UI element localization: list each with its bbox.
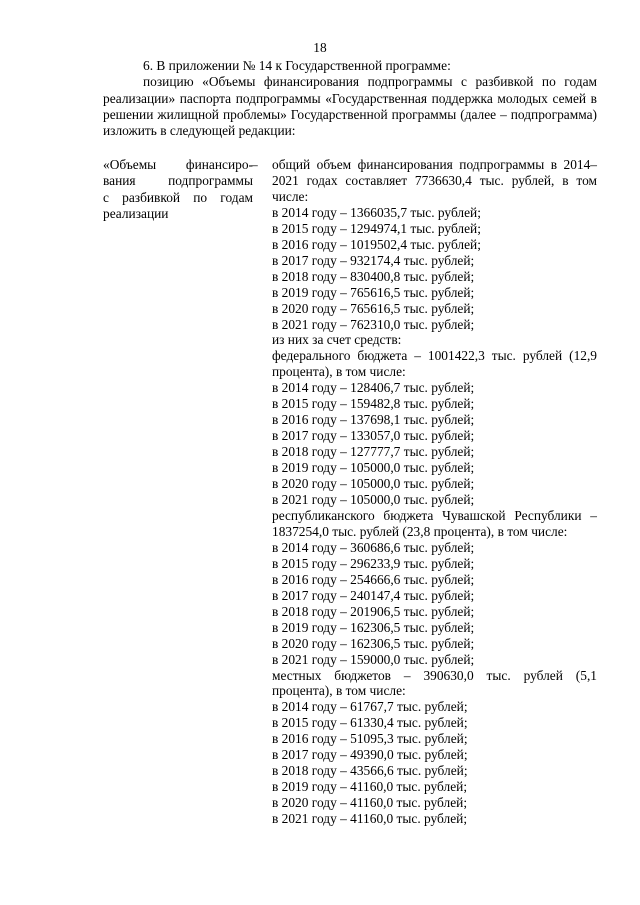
year-row: в 2021 году – 105000,0 тыс. рублей; <box>272 492 475 508</box>
financing-content <box>272 157 597 827</box>
local-budget: местных бюджетов – 390630,0 тыс. рублей (5,1 процента), в том числе: <box>272 667 597 699</box>
year-row: в 2016 году – 51095,3 тыс. рублей; <box>272 731 468 747</box>
year-row: в 2017 году – 133057,0 тыс. рублей; <box>272 428 475 444</box>
year-row: в 2021 году – 159000,0 тыс. рублей; <box>272 651 475 667</box>
year-row: в 2015 году – 61330,4 тыс. рублей; <box>272 715 468 731</box>
year-row: в 2015 году – 296233,9 тыс. рублей; <box>272 555 475 571</box>
republic-budget: республиканского бюджета Чувашской Республики – 1837254,0 тыс. рублей (23,8 процента), в том числе: <box>272 507 597 539</box>
year-row: в 2018 году – 43566,6 тыс. рублей; <box>272 763 468 779</box>
year-row: в 2017 году – 240147,4 тыс. рублей; <box>272 587 475 603</box>
year-row: в 2020 году – 765616,5 тыс. рублей; <box>272 300 475 316</box>
year-row: в 2017 году – 49390,0 тыс. рублей; <box>272 747 468 763</box>
year-row: в 2015 году – 159482,8 тыс. рублей; <box>272 396 475 412</box>
position-label-line: «Объемы финансиро- <box>103 157 253 172</box>
total-financing: общий объем финансирования подпрограммы в 2014–2021 годах составляет 7736630,4 тыс. рублей, в том числе: <box>272 157 597 204</box>
position-label-line: реализации <box>103 205 169 221</box>
year-row: в 2019 году – 162306,5 тыс. рублей; <box>272 619 475 635</box>
year-row: в 2016 году – 1019502,4 тыс. рублей; <box>272 236 481 252</box>
federal-years-list <box>272 380 597 508</box>
year-row: в 2014 году – 360686,6 тыс. рублей; <box>272 539 475 555</box>
position-label <box>103 157 253 222</box>
year-row: в 2020 году – 105000,0 тыс. рублей; <box>272 476 475 492</box>
year-row: в 2021 году – 41160,0 тыс. рублей; <box>272 811 468 827</box>
year-row: в 2020 году – 41160,0 тыс. рублей; <box>272 795 468 811</box>
local-years-list <box>272 699 597 827</box>
sources-heading: из них за счет средств: <box>272 332 402 348</box>
page-number: 18 <box>313 40 327 55</box>
year-row: в 2016 году – 137698,1 тыс. рублей; <box>272 412 475 428</box>
position-dash: – <box>251 157 258 172</box>
federal-budget: федерального бюджета – 1001422,3 тыс. рублей (12,9 процента), в том числе: <box>272 348 597 380</box>
year-row: в 2014 году – 1366035,7 тыс. рублей; <box>272 204 481 220</box>
year-row: в 2016 году – 254666,6 тыс. рублей; <box>272 571 475 587</box>
republic-years-list <box>272 540 597 668</box>
year-row: в 2018 году – 830400,8 тыс. рублей; <box>272 268 475 284</box>
intro-item: 6. В приложении № 14 к Государственной программе: <box>143 58 451 73</box>
position-label-line: вания подпрограммы <box>103 173 253 189</box>
year-row: в 2015 году – 1294974,1 тыс. рублей; <box>272 220 481 236</box>
intro-text: позицию «Объемы финансирования подпрограммы с разбивкой по годам реализации» паспорта подпрограммы «Государственная поддержка молодых семей в решении жилищной проблемы» Государственной программы (далее – подпрограмма) изложить в следующей редакции: <box>103 74 597 139</box>
year-row: в 2021 году – 762310,0 тыс. рублей; <box>272 316 475 332</box>
year-row: в 2019 году – 105000,0 тыс. рублей; <box>272 460 475 476</box>
year-row: в 2014 году – 61767,7 тыс. рублей; <box>272 699 468 715</box>
year-row: в 2018 году – 201906,5 тыс. рублей; <box>272 603 475 619</box>
intro-block <box>103 58 597 139</box>
year-row: в 2018 году – 127777,7 тыс. рублей; <box>272 444 475 460</box>
year-row: в 2017 году – 932174,4 тыс. рублей; <box>272 252 475 268</box>
year-row: в 2019 году – 41160,0 тыс. рублей; <box>272 779 468 795</box>
year-row: в 2020 году – 162306,5 тыс. рублей; <box>272 635 475 651</box>
total-years-list <box>272 205 597 333</box>
year-row: в 2014 году – 128406,7 тыс. рублей; <box>272 380 475 396</box>
year-row: в 2019 году – 765616,5 тыс. рублей; <box>272 284 475 300</box>
position-label-line: с разбивкой по годам <box>103 189 253 205</box>
